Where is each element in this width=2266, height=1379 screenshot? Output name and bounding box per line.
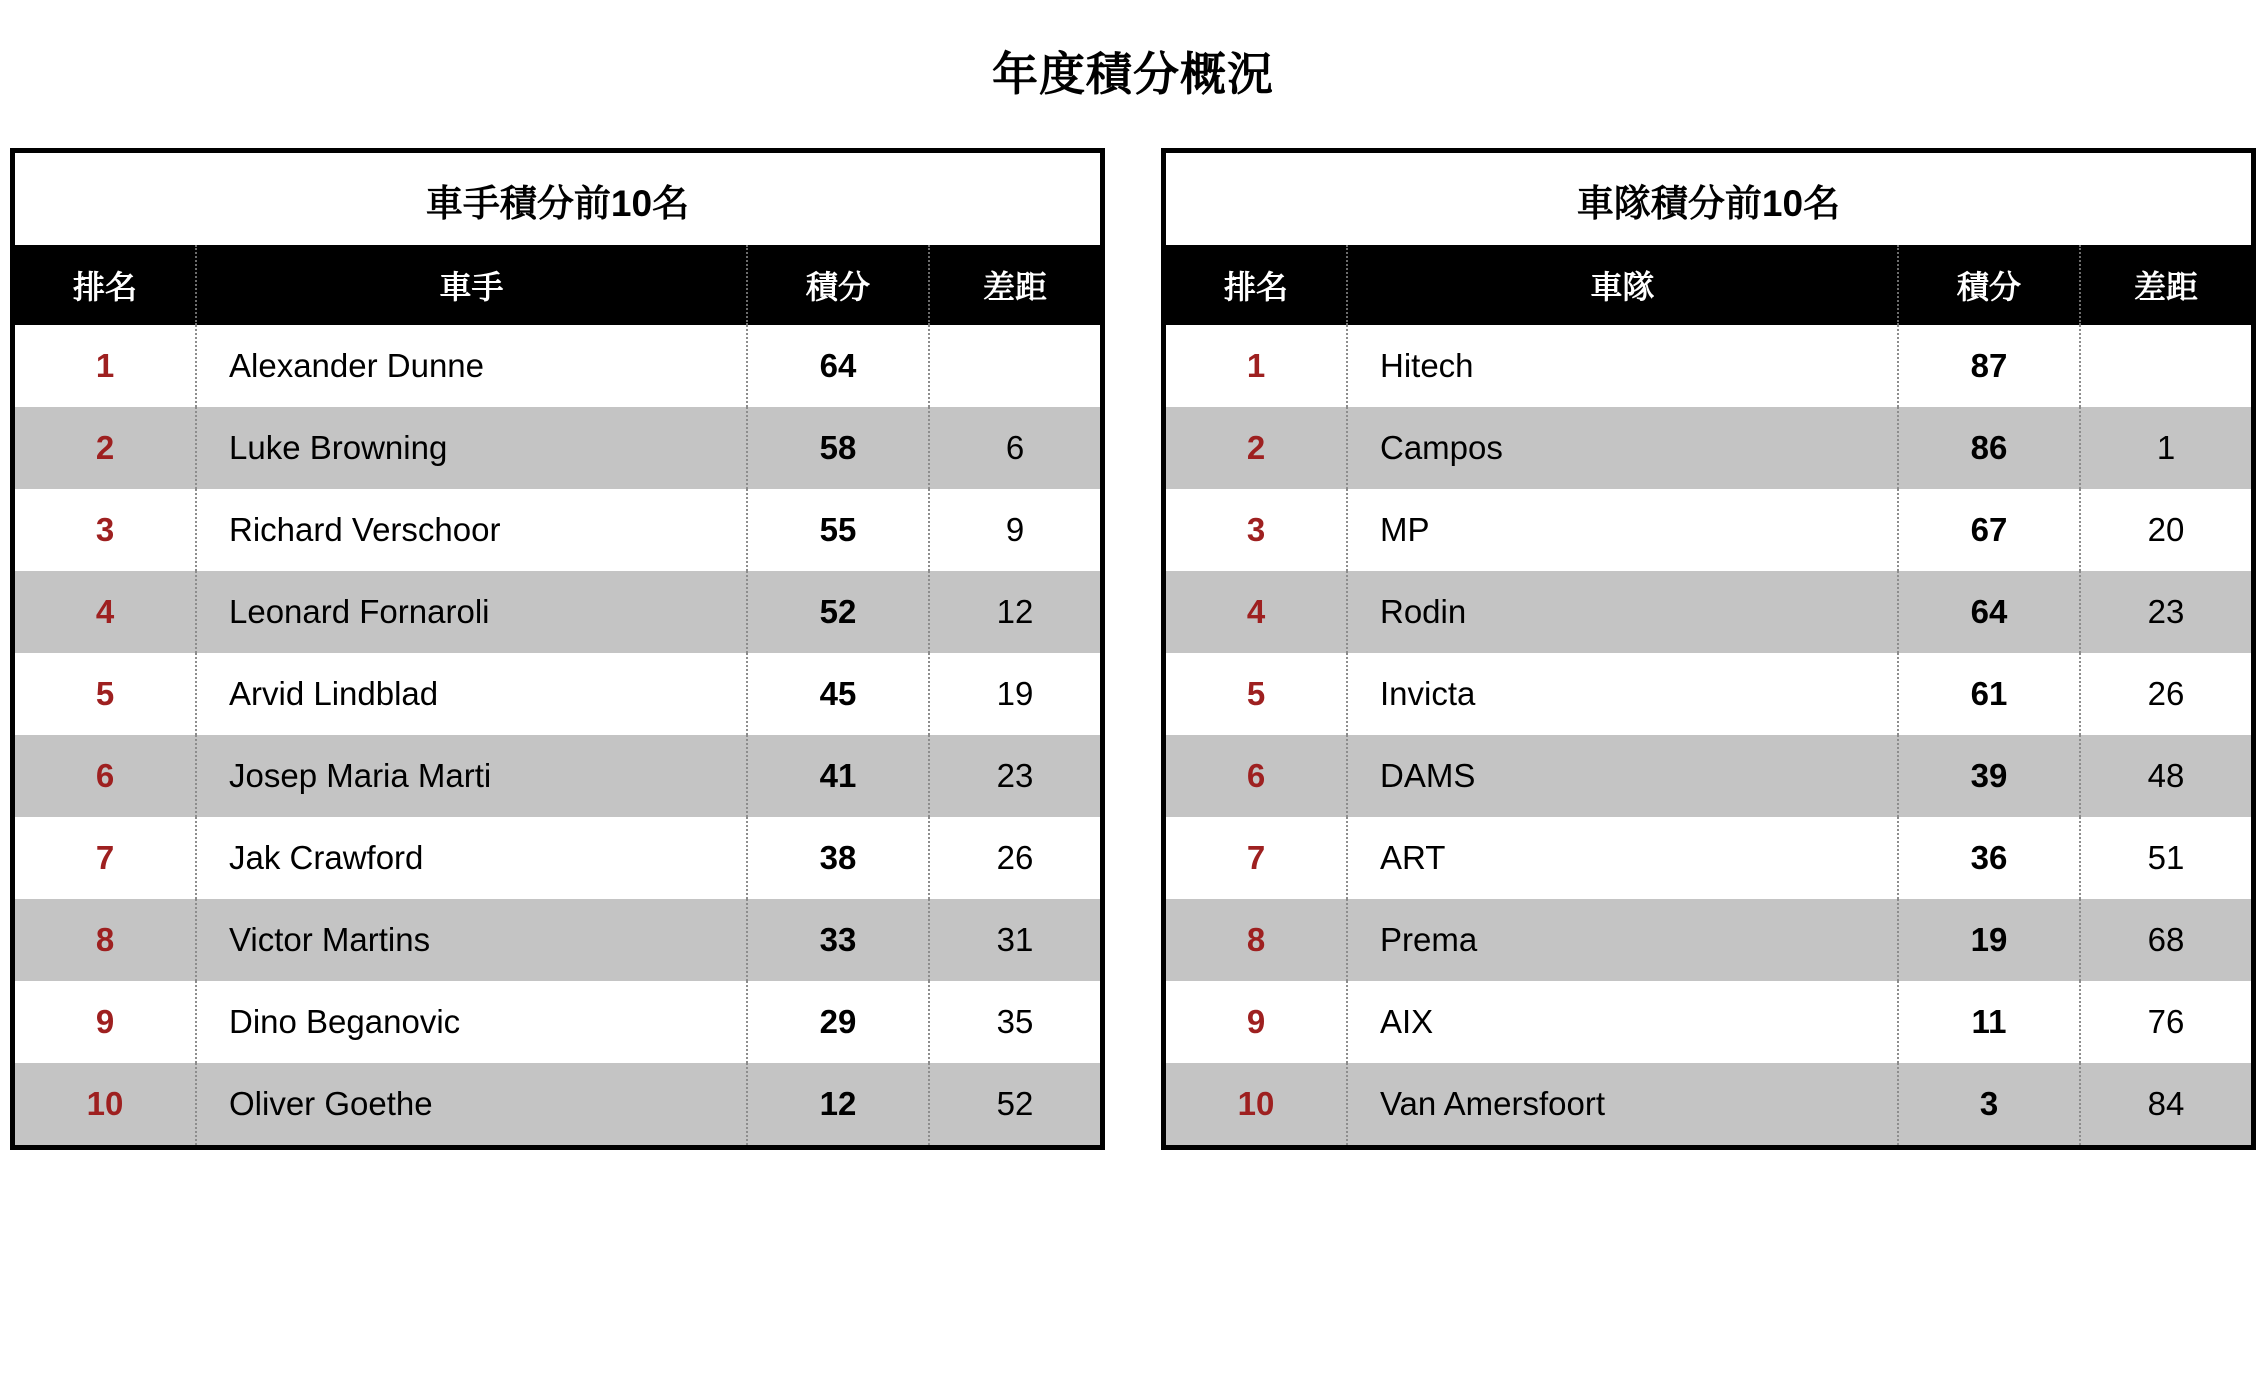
team-name: AIX [1347, 981, 1898, 1063]
teams-header-row [1166, 245, 2251, 325]
driver-name: Jak Crawford [196, 817, 747, 899]
driver-points: 38 [747, 817, 929, 899]
teams-col-points: 積分 [1898, 245, 2080, 325]
team-points: 3 [1898, 1063, 2080, 1145]
driver-name: Arvid Lindblad [196, 653, 747, 735]
team-rank: 3 [1166, 489, 1347, 571]
page-title: 年度積分概況 [992, 48, 1274, 100]
table-row [1166, 981, 2251, 1063]
team-name: Hitech [1347, 325, 1898, 407]
drivers-table-body [15, 325, 1100, 1145]
tables-container [0, 148, 2266, 1150]
driver-name: Dino Beganovic [196, 981, 747, 1063]
driver-points: 41 [747, 735, 929, 817]
driver-name: Oliver Goethe [196, 1063, 747, 1145]
driver-gap: 26 [996, 839, 1034, 876]
driver-rank: 7 [15, 817, 196, 899]
driver-rank: 8 [15, 899, 196, 981]
table-row [1166, 1063, 2251, 1145]
drivers-col-gap: 差距 [929, 245, 1100, 325]
team-name: Invicta [1347, 653, 1898, 735]
team-gap: 1 [2080, 407, 2251, 489]
drivers-col-points: 積分 [747, 245, 929, 325]
table-row [1166, 571, 2251, 653]
team-rank: 5 [1166, 653, 1347, 735]
driver-gap: 35 [996, 1003, 1034, 1040]
driver-gap: 9 [1005, 511, 1025, 548]
driver-gap: 12 [929, 571, 1100, 653]
team-points: 19 [1898, 899, 2080, 981]
driver-rank: 4 [15, 571, 196, 653]
team-points: 61 [1898, 653, 2080, 735]
driver-points: 29 [747, 981, 929, 1063]
table-row [15, 489, 1100, 571]
driver-name: Leonard Fornaroli [196, 571, 747, 653]
team-name: Van Amersfoort [1347, 1063, 1898, 1145]
team-points: 86 [1898, 407, 2080, 489]
team-name: Rodin [1347, 571, 1898, 653]
driver-name: Victor Martins [196, 899, 747, 981]
driver-points: 55 [747, 489, 929, 571]
table-row [15, 325, 1100, 407]
table-row [15, 571, 1100, 653]
table-row [15, 899, 1100, 981]
team-name: Prema [1347, 899, 1898, 981]
teams-standings-card [1161, 148, 2256, 1150]
teams-table-head [1166, 245, 2251, 325]
driver-gap [929, 325, 1100, 407]
teams-col-gap: 差距 [2080, 245, 2251, 325]
teams-table-body [1166, 325, 2251, 1145]
table-row [1166, 817, 2251, 899]
drivers-table-head [15, 245, 1100, 325]
team-name: MP [1347, 489, 1898, 571]
drivers-standings-card [10, 148, 1105, 1150]
driver-name: Luke Browning [196, 407, 747, 489]
driver-points: 52 [747, 571, 929, 653]
driver-points: 45 [747, 653, 929, 735]
drivers-header-row [15, 245, 1100, 325]
table-row [15, 735, 1100, 817]
driver-rank: 10 [15, 1063, 196, 1145]
team-points: 67 [1898, 489, 2080, 571]
table-row [1166, 489, 2251, 571]
table-row [1166, 407, 2251, 489]
teams-card-title: 車隊積分前10名 [1166, 153, 2251, 245]
driver-name: Josep Maria Marti [196, 735, 747, 817]
team-points: 39 [1898, 735, 2080, 817]
driver-rank: 3 [15, 489, 196, 571]
teams-standings-table [1166, 245, 2251, 1145]
team-gap: 48 [2080, 735, 2251, 817]
team-points: 64 [1898, 571, 2080, 653]
table-row [1166, 653, 2251, 735]
drivers-col-rank: 排名 [15, 245, 196, 325]
table-row [1166, 325, 2251, 407]
driver-points: 33 [747, 899, 929, 981]
drivers-col-name: 車手 [196, 245, 747, 325]
team-rank: 10 [1166, 1063, 1347, 1145]
table-row [15, 1063, 1100, 1145]
driver-rank: 5 [15, 653, 196, 735]
team-gap: 20 [2147, 511, 2185, 548]
team-name: DAMS [1347, 735, 1898, 817]
driver-rank: 6 [15, 735, 196, 817]
drivers-standings-table [15, 245, 1100, 1145]
team-rank: 1 [1166, 325, 1347, 407]
drivers-card-title: 車手積分前10名 [15, 153, 1100, 245]
team-rank: 6 [1166, 735, 1347, 817]
team-rank: 9 [1166, 981, 1347, 1063]
driver-rank: 2 [15, 407, 196, 489]
team-points: 11 [1898, 981, 2080, 1063]
driver-gap: 23 [929, 735, 1100, 817]
driver-points: 12 [747, 1063, 929, 1145]
table-row [15, 407, 1100, 489]
table-row [1166, 899, 2251, 981]
team-gap: 76 [2147, 1003, 2185, 1040]
team-rank: 8 [1166, 899, 1347, 981]
driver-gap: 52 [929, 1063, 1100, 1145]
team-name: ART [1347, 817, 1898, 899]
team-gap [2080, 325, 2251, 407]
driver-rank: 1 [15, 325, 196, 407]
driver-rank: 9 [15, 981, 196, 1063]
teams-col-name: 車隊 [1347, 245, 1898, 325]
team-rank: 7 [1166, 817, 1347, 899]
team-rank: 4 [1166, 571, 1347, 653]
driver-gap: 19 [996, 675, 1034, 712]
team-name: Campos [1347, 407, 1898, 489]
driver-points: 58 [747, 407, 929, 489]
teams-col-rank: 排名 [1166, 245, 1347, 325]
table-row [15, 653, 1100, 735]
table-row [1166, 735, 2251, 817]
table-row [15, 817, 1100, 899]
driver-name: Richard Verschoor [196, 489, 747, 571]
team-rank: 2 [1166, 407, 1347, 489]
team-gap: 84 [2080, 1063, 2251, 1145]
team-points: 36 [1898, 817, 2080, 899]
driver-gap: 31 [929, 899, 1100, 981]
team-gap: 26 [2147, 675, 2185, 712]
driver-gap: 6 [929, 407, 1100, 489]
driver-points: 64 [747, 325, 929, 407]
team-points: 87 [1898, 325, 2080, 407]
driver-name: Alexander Dunne [196, 325, 747, 407]
team-gap: 68 [2080, 899, 2251, 981]
team-gap: 23 [2080, 571, 2251, 653]
table-row [15, 981, 1100, 1063]
team-gap: 51 [2147, 839, 2185, 876]
